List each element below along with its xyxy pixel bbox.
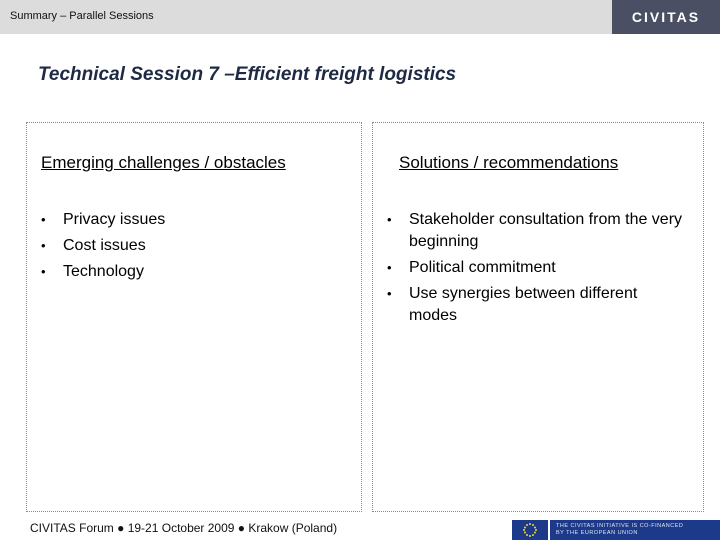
footer-text: CIVITAS Forum ● 19-21 October 2009 ● Krakow (Poland) [30,521,338,535]
list-item [41,261,341,283]
bullet-icon: • [41,212,46,227]
eu-text-line2: BY THE EUROPEAN UNION [556,530,638,536]
slide-title: Technical Session 7 –Efficient freight logistics [38,64,457,85]
eu-stars-icon [512,520,548,540]
challenges-list [41,209,341,287]
solutions-panel [372,122,704,512]
list-item-label: Privacy issues [63,211,166,228]
challenges-panel [26,122,362,512]
list-item [387,257,687,279]
solutions-list [387,209,687,331]
bullet-icon: • [387,260,392,275]
header-title: Summary – Parallel Sessions [10,10,154,22]
eu-cofinancing-text [556,523,683,537]
eu-flag-icon [512,520,548,540]
challenges-heading: Emerging challenges / obstacles [41,153,286,172]
header-bar [0,0,720,34]
bullet-icon: • [387,212,392,227]
solutions-heading: Solutions / recommendations [399,153,619,172]
civitas-logo [612,0,720,34]
bullet-icon: • [41,238,46,253]
list-item-label: Use synergies between different modes [409,285,638,324]
list-item [41,209,341,231]
eu-text-line1: THE CIVITAS INITIATIVE IS CO-FINANCED [556,523,684,529]
list-item-label: Political commitment [409,259,556,276]
list-item-label: Cost issues [63,237,146,254]
list-item [387,283,687,327]
list-item-label: Stakeholder consultation from the very beginning [409,211,683,250]
bullet-icon: • [387,286,392,301]
list-item [387,209,687,253]
eu-cofinancing-banner [550,520,720,540]
bullet-icon: • [41,264,46,279]
list-item [41,235,341,257]
logo-text: CIVITAS [631,9,701,25]
list-item-label: Technology [63,263,144,280]
